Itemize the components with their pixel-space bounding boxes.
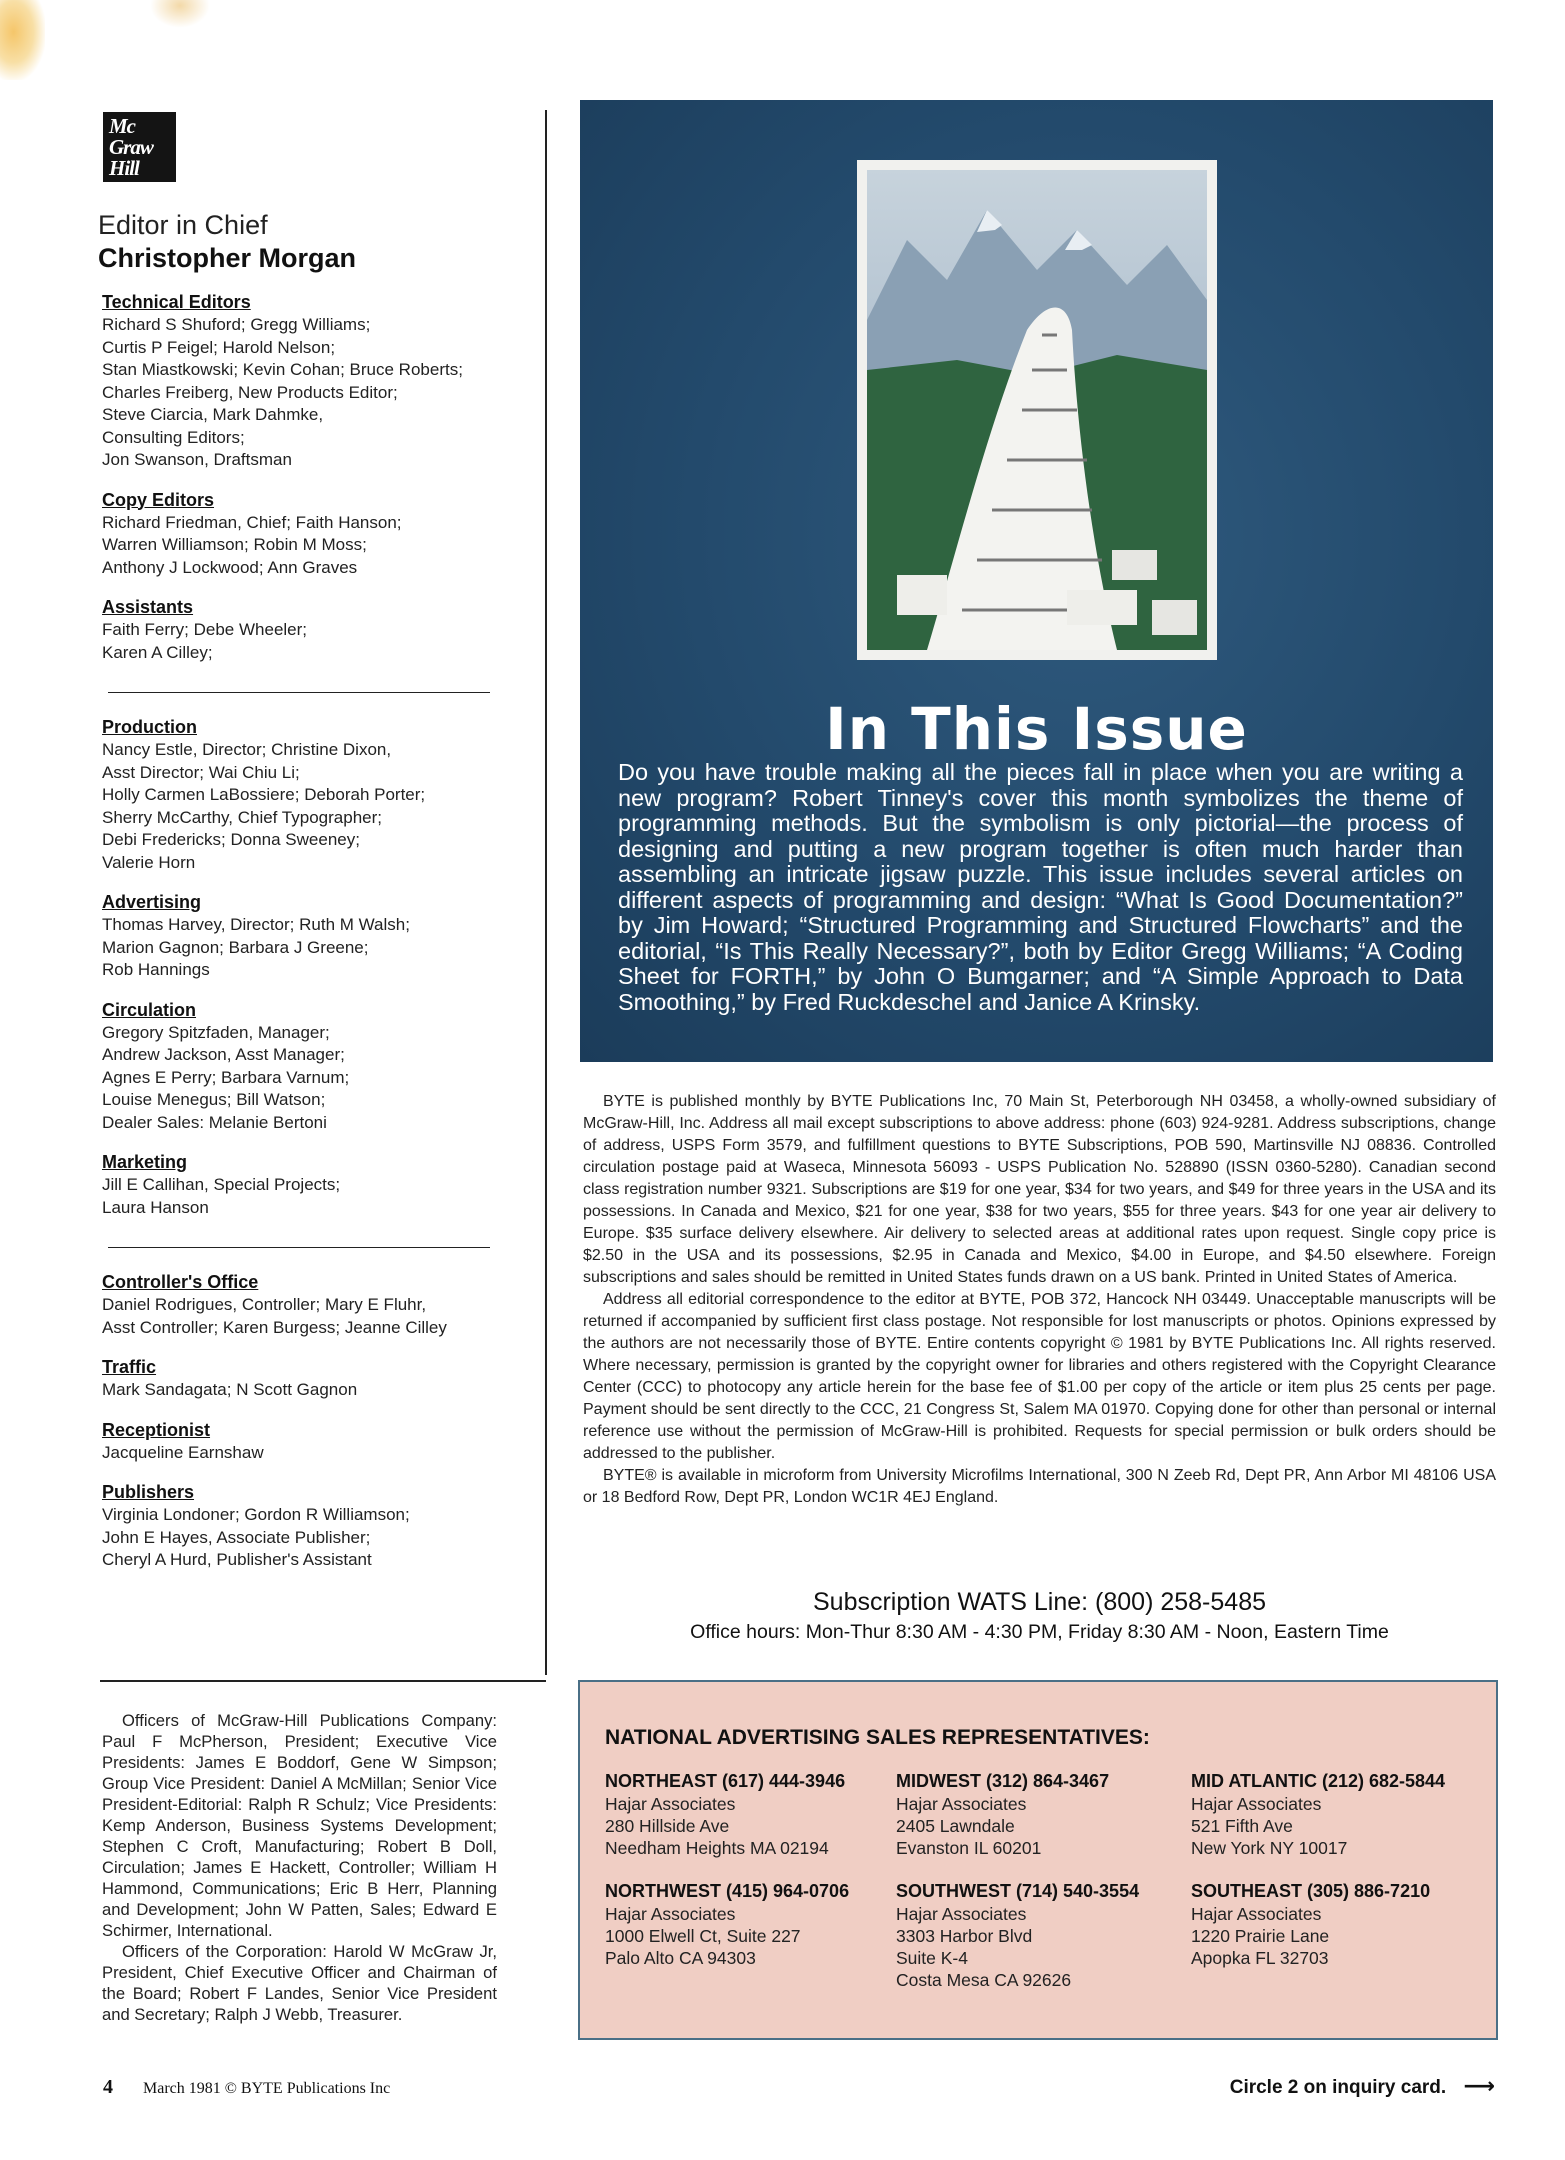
rep-line: Needham Heights MA 02194 xyxy=(605,1838,829,1858)
rep-line: Suite K-4 xyxy=(896,1948,968,1968)
section-heading: Publishers xyxy=(102,1482,195,1502)
arrow-right-icon: ⟶ xyxy=(1463,2073,1495,2098)
officers-corporation: Officers of the Corporation: Harold W McGraw Jr, President, Chief Executive Officer and Chairman of the Board; Robert F Landes, Senior Vice President and Secretary; Ralph J Webb, Treasurer. xyxy=(102,1942,497,2024)
mcgraw-hill-logo xyxy=(103,112,176,182)
paper-stain xyxy=(0,0,45,80)
section-body: Nancy Estle, Director; Christine Dixon, Asst Director; Wai Chiu Li; Holly Carmen LaBossiere; Deborah Porter; Sherry McCarthy, Chief Typographer; Debi Fredericks; Donna Sweeney; Valerie Horn xyxy=(102,740,426,872)
rep-region: MID ATLANTIC (212) 682-5844 xyxy=(1191,1771,1446,1791)
section-heading: Assistants xyxy=(102,597,194,617)
sales-heading: NATIONAL ADVERTISING SALES REPRESENTATIVES: xyxy=(605,1726,1150,1749)
rep-region: NORTHWEST (415) 964-0706 xyxy=(605,1881,850,1901)
rep-southwest xyxy=(896,1880,1186,1991)
cover-artwork xyxy=(857,160,1217,660)
publication-info-para-3: BYTE® is available in microform from University Microfilms International, 300 N Zeeb Rd, Dept PR, Ann Arbor MI 48106 USA or 18 Bedford Row, Dept PR, London WC1R 4EJ England. xyxy=(583,1467,1496,1506)
column-divider xyxy=(545,110,547,1675)
rep-mid-atlantic xyxy=(1191,1770,1481,1859)
rep-region: SOUTHEAST (305) 886-7210 xyxy=(1191,1881,1431,1901)
rep-line: Hajar Associates xyxy=(605,1904,736,1924)
wats-phone: Subscription WATS Line: (800) 258-5485 xyxy=(812,1588,1266,1616)
section-heading: Production xyxy=(102,717,197,737)
logo-line-3: Hill xyxy=(109,156,139,180)
section-body: Mark Sandagata; N Scott Gagnon xyxy=(102,1380,358,1399)
rep-line: Palo Alto CA 94303 xyxy=(605,1948,756,1968)
logo-line-2: Graw xyxy=(109,135,153,159)
inquiry-note xyxy=(1230,2073,1495,2099)
rep-region: MIDWEST (312) 864-3467 xyxy=(896,1771,1110,1791)
rep-line: 521 Fifth Ave xyxy=(1191,1816,1293,1836)
editor-in-chief-name: Christopher Morgan xyxy=(98,243,357,273)
section-heading: Marketing xyxy=(102,1152,188,1172)
editor-in-chief-title: Editor in Chief xyxy=(98,210,268,240)
publication-info-para-2: Address all editorial correspondence to the editor at BYTE, POB 372, Hancock NH 03449. Unacceptable manuscripts will be returned if accompanied by sufficient first class postage. Not responsible for lost manuscripts or photos. Opinions expressed by the authors are not necessarily those of BYTE. Entire contents copyright © 1981 by BYTE Publications Inc. All rights reserved. Where necessary, permission is granted by the copyright owner for libraries and others registered with the Copyright Clearance Center (CCC) to photocopy any article herein for the base fee of $1.00 per copy of the article or item plus 25 cents per page. Payment should be sent directly to the CCC, 21 Congress St, Salem MA 01970. Copying done for other than personal or internal reference use without the permission of McGraw-Hill is prohibited. Requests for special permission or bulk orders should be addressed to the publisher. xyxy=(583,1291,1496,1462)
divider xyxy=(108,692,490,693)
rep-region: NORTHEAST (617) 444-3946 xyxy=(605,1771,846,1791)
paper-stain-2 xyxy=(150,0,210,28)
officers-text xyxy=(102,1710,497,2025)
rep-southeast xyxy=(1191,1880,1481,1969)
rep-line: Evanston IL 60201 xyxy=(896,1838,1042,1858)
section-body: Richard S Shuford; Gregg Williams; Curtis P Feigel; Harold Nelson; Stan Miastkowski; Kevin Cohan; Bruce Roberts; Charles Freiberg, New Products Editor; Steve Ciarcia, Mark Dahmke, Consulting Editors; Jon Swanson, Draftsman xyxy=(102,315,463,469)
sales-representatives-box xyxy=(578,1680,1498,2040)
officers-company: Officers of McGraw-Hill Publications Company: Paul F McPherson, President; Executive Vice Presidents: James E Boddorf, Gene W Simpson; Group Vice President: Daniel A McMillan; Senior Vice President-Editorial: Ralph R Schulz; Vice Presidents: Kemp Anderson, Business Systems Development; Stephen C Croft, Manufacturing; Robert B Doll, Circulation; James E Hackett, Controller; William H Hammond, Communications; Eric B Herr, Planning and Development; John W Patten, Sales; Edward E Schirmer, International. xyxy=(102,1711,497,1940)
section-heading: Advertising xyxy=(102,892,202,912)
rep-northwest xyxy=(605,1880,895,1969)
section-marketing xyxy=(102,1152,508,1219)
rep-northeast xyxy=(605,1770,895,1859)
in-this-issue-panel xyxy=(580,100,1493,1062)
section-heading: Circulation xyxy=(102,999,197,1020)
section-body: Faith Ferry; Debe Wheeler; Karen A Cilley; xyxy=(102,620,308,662)
rep-region: SOUTHWEST (714) 540-3554 xyxy=(896,1881,1140,1901)
section-copy-editors xyxy=(102,490,508,580)
rep-line: Hajar Associates xyxy=(1191,1794,1322,1814)
masthead xyxy=(98,210,508,1590)
puzzle-piece xyxy=(1067,590,1137,625)
section-technical-editors xyxy=(102,292,508,472)
rep-line: Apopka FL 32703 xyxy=(1191,1948,1329,1968)
section-heading: Controller's Office xyxy=(102,1272,259,1292)
section-heading: Receptionist xyxy=(102,1419,211,1440)
publication-info-para-1: BYTE is published monthly by BYTE Publications Inc, 70 Main St, Peterborough NH 03458, a wholly-owned subsidiary of McGraw-Hill, Inc. Address all mail except subscriptions to above address: phone (603) 924-9281. Address subscriptions, change of address, USPS Form 3579, and fulfillment questions to BYTE Subscriptions, POB 590, Martinsville NJ 08836. Controlled circulation postage paid at Waseca, Minnesota 56093 - USPS Publication No. 528890 (ISSN 0360-5280). Canadian second class registration number 9321. Subscriptions are $19 for one year, $34 for two years, and $49 for three years in the USA and its possessions. In Canada and Mexico, $21 for one year, $38 for two years, $55 for three years. $43 for one year air delivery to Europe. $35 surface delivery elsewhere. Air delivery to selected areas at additional rates upon request. Single copy price is $2.50 in the USA and its possessions, $2.95 in Canada and Mexico, $4.00 in Europe, and $4.50 elsewhere. Foreign subscriptions and sales should be remitted in United States funds drawn on a US bank. Printed in United States of America. xyxy=(583,1093,1496,1286)
section-production xyxy=(102,717,508,874)
section-body: Daniel Rodrigues, Controller; Mary E Fluhr, Asst Controller; Karen Burgess; Jeanne Cilley xyxy=(102,1295,447,1337)
section-body: Gregory Spitzfaden, Manager; Andrew Jackson, Asst Manager; Agnes E Perry; Barbara Varnum; Louise Menegus; Bill Watson; Dealer Sales: Melanie Bertoni xyxy=(102,1022,350,1132)
cover-illustration xyxy=(867,170,1207,650)
rep-line: Hajar Associates xyxy=(1191,1904,1322,1924)
puzzle-piece xyxy=(1112,550,1157,580)
rep-line: 3303 Harbor Blvd xyxy=(896,1926,1033,1946)
divider xyxy=(108,1247,490,1248)
section-advertising xyxy=(102,892,508,982)
section-controllers-office xyxy=(102,1272,508,1339)
rep-line: 1220 Prairie Lane xyxy=(1191,1926,1330,1946)
rep-midwest xyxy=(896,1770,1186,1859)
puzzle-piece xyxy=(897,575,947,615)
issue-date: March 1981 © BYTE Publications Inc xyxy=(143,2080,391,2097)
subscription-wats-line xyxy=(583,1588,1496,1644)
inquiry-text: Circle 2 on inquiry card. xyxy=(1229,2077,1447,2098)
publication-info xyxy=(583,1091,1496,1509)
officers-divider xyxy=(100,1680,546,1682)
in-this-issue-heading: In This Issue xyxy=(825,695,1248,763)
section-assistants xyxy=(102,597,508,664)
in-this-issue-blurb: Do you have trouble making all the pieces fall in place when you are writing a new program? Robert Tinney's cover this month symbolizes the theme of programming methods. But the symbolism is only pictorial—the process of designing and putting a new program together is often much harder than assembling an intricate jigsaw puzzle. This issue includes several articles on different aspects of programming and design: “What Is Good Documentation?” by Jim Howard; “Structured Programming and Structured Flowcharts” and the editorial, “Is This Really Necessary?”, both by Editor Gregg Williams; “A Coding Sheet for FORTH,” by John O Bumgarner; and “A Simple Approach to Data Smoothing,” by Fred Ruckdeschel and Janice A Krinsky. xyxy=(618,759,1463,1015)
section-heading: Copy Editors xyxy=(102,489,215,510)
logo-line-1: Mc xyxy=(109,114,135,138)
section-body: Virginia Londoner; Gordon R Williamson; John E Hayes, Associate Publisher; Cheryl A Hurd, Publisher's Assistant xyxy=(102,1505,410,1569)
rep-line: Hajar Associates xyxy=(896,1904,1027,1924)
puzzle-piece xyxy=(1152,600,1197,635)
rep-line: New York NY 10017 xyxy=(1191,1838,1348,1858)
page-footer xyxy=(103,2076,390,2099)
section-publishers xyxy=(102,1482,508,1572)
rep-line: Costa Mesa CA 92626 xyxy=(896,1970,1072,1990)
section-body: Thomas Harvey, Director; Ruth M Walsh; Marion Gagnon; Barbara J Greene; Rob Hannings xyxy=(102,915,410,979)
section-traffic xyxy=(102,1357,508,1402)
rep-line: 1000 Elwell Ct, Suite 227 xyxy=(605,1926,801,1946)
rep-line: Hajar Associates xyxy=(896,1794,1027,1814)
section-body: Richard Friedman, Chief; Faith Hanson; Warren Williamson; Robin M Moss; Anthony J Lockwood; Ann Graves xyxy=(102,512,402,577)
rep-line: 2405 Lawndale xyxy=(896,1816,1015,1836)
office-hours: Office hours: Mon-Thur 8:30 AM - 4:30 PM, Friday 8:30 AM - Noon, Eastern Time xyxy=(690,1621,1389,1643)
section-body: Jill E Callihan, Special Projects; Laura Hanson xyxy=(102,1175,341,1217)
rep-line: 280 Hillside Ave xyxy=(605,1816,730,1836)
section-circulation xyxy=(102,1000,508,1135)
rep-line: Hajar Associates xyxy=(605,1794,736,1814)
section-heading: Technical Editors xyxy=(102,292,251,312)
section-receptionist xyxy=(102,1420,508,1465)
section-heading: Traffic xyxy=(102,1357,157,1377)
page-number: 4 xyxy=(103,2076,113,2098)
section-body: Jacqueline Earnshaw xyxy=(102,1442,264,1462)
